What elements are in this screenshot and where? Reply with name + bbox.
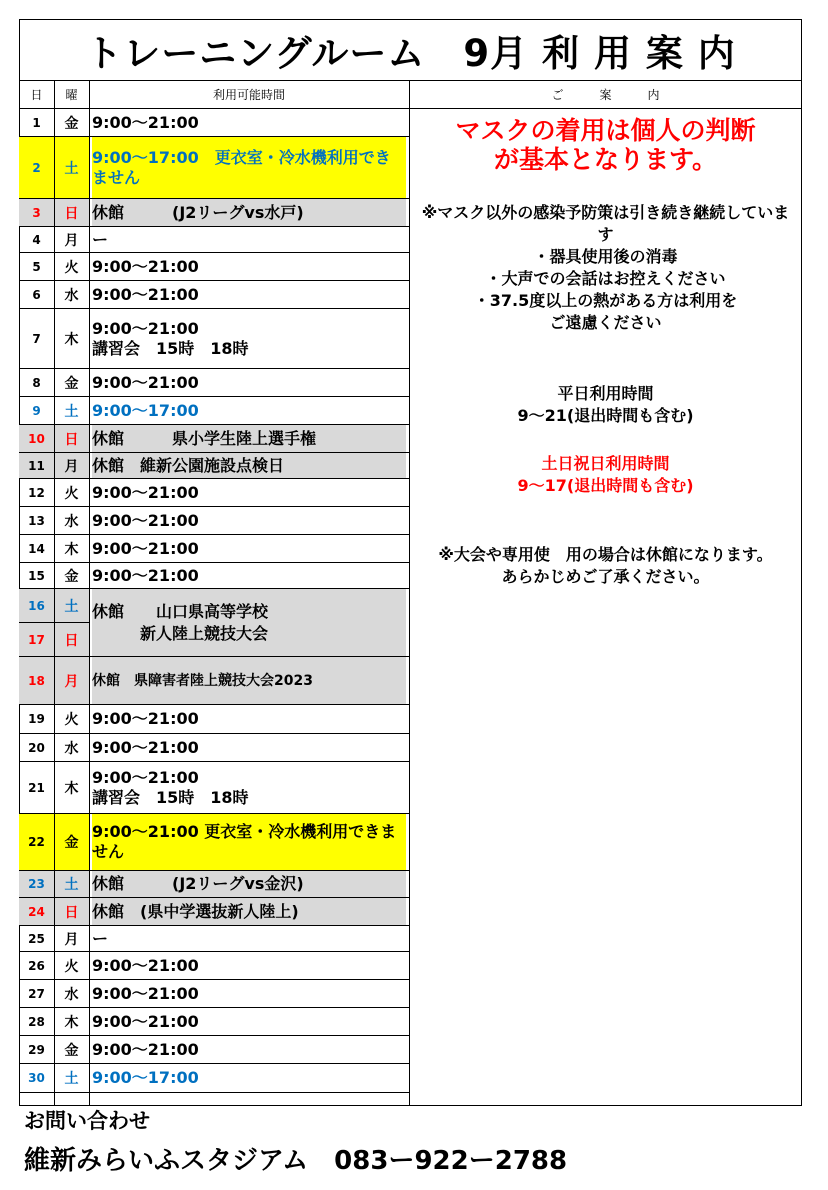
table-row bbox=[19, 926, 409, 952]
weekend-hours-title: 土日祝日利用時間 bbox=[541, 454, 670, 473]
page-title: トレーニングルーム 9月 利 用 案 内 bbox=[19, 19, 802, 81]
weekday-cell: 水 bbox=[64, 740, 79, 757]
day-cell: 16 bbox=[19, 589, 54, 623]
hours-cell: 9:00〜21:00 bbox=[92, 510, 199, 530]
hours-cell: 9:00〜21:00 bbox=[92, 737, 199, 757]
hours-cell: 9:00〜21:00 bbox=[92, 538, 199, 558]
hours-cell: 9:00〜21:00 bbox=[92, 1039, 199, 1059]
header-weekday: 曜 bbox=[54, 81, 89, 109]
hours-cell: 休館 維新公園施設点検日 bbox=[92, 453, 406, 478]
weekday-cell: 日 bbox=[54, 199, 89, 226]
hours-cell: 休館 県障害者陸上競技大会2023 bbox=[92, 657, 406, 704]
header-hours: 利用可能時間 bbox=[89, 81, 409, 109]
day-cell: 24 bbox=[19, 898, 54, 925]
day-cell: 27 bbox=[28, 986, 45, 1001]
weekday-cell: 火 bbox=[64, 712, 79, 728]
hours-cell: ー bbox=[92, 229, 109, 249]
day-cell: 23 bbox=[19, 871, 54, 897]
day-cell: 21 bbox=[28, 780, 45, 795]
weekday-cell: 土 bbox=[54, 871, 89, 897]
day-cell: 22 bbox=[19, 814, 54, 870]
table-row bbox=[19, 453, 409, 479]
weekday-cell: 木 bbox=[64, 780, 79, 797]
day-cell: 10 bbox=[19, 425, 54, 452]
weekday-cell: 金 bbox=[64, 375, 79, 392]
contact-label: お問い合わせ bbox=[24, 1109, 150, 1133]
hours-cell: 9:00〜21:00 講習会 15時 18時 bbox=[92, 767, 249, 807]
facility-contact: 維新みらいふスタジアム 083ー922ー2788 bbox=[24, 1146, 568, 1176]
day-cell: 4 bbox=[32, 232, 41, 247]
day-cell: 30 bbox=[28, 1071, 45, 1085]
day-cell: 29 bbox=[28, 1042, 45, 1057]
hours-cell: 9:00〜21:00 bbox=[92, 482, 199, 502]
weekday-cell: 金 bbox=[64, 1042, 79, 1059]
weekday-cell: 土 bbox=[54, 589, 89, 623]
day-cell: 5 bbox=[32, 259, 41, 274]
weekday-cell: 水 bbox=[64, 287, 79, 304]
hours-cell: 休館 (県中学選抜新人陸上) bbox=[92, 898, 406, 925]
day-cell: 18 bbox=[19, 657, 54, 704]
weekday-cell: 金 bbox=[64, 568, 79, 585]
hours-cell: 9:00〜17:00 bbox=[92, 400, 199, 420]
hours-cell: 9:00〜21:00 bbox=[92, 983, 199, 1003]
table-row bbox=[19, 952, 409, 980]
table-row bbox=[19, 1008, 409, 1036]
weekday-cell: 火 bbox=[64, 485, 79, 502]
day-cell: 12 bbox=[28, 485, 45, 500]
table-row bbox=[19, 397, 409, 425]
table-row bbox=[19, 563, 409, 589]
day-cell: 15 bbox=[28, 568, 45, 583]
table-row bbox=[19, 253, 409, 281]
table-row bbox=[19, 734, 409, 762]
table-row bbox=[19, 369, 409, 397]
table-row bbox=[19, 1064, 409, 1093]
table-row bbox=[19, 227, 409, 253]
hours-cell: 9:00〜17:00 bbox=[92, 1068, 199, 1087]
day-cell: 3 bbox=[19, 199, 54, 226]
table-row bbox=[19, 980, 409, 1008]
day-cell: 13 bbox=[28, 513, 45, 528]
header-guide: ご 案 内 bbox=[409, 81, 802, 109]
weekday-cell: 月 bbox=[54, 453, 89, 478]
weekday-cell: 月 bbox=[54, 657, 89, 704]
weekday-cell: 月 bbox=[64, 232, 79, 249]
hours-cell: 9:00〜21:00 更衣室・冷水機利用できません bbox=[92, 814, 406, 870]
hours-cell: 9:00〜21:00 bbox=[92, 1011, 199, 1031]
weekend-hours: 9〜17(退出時間も含む) bbox=[517, 476, 694, 495]
hours-cell: 休館 県小学生陸上選手権 bbox=[92, 425, 406, 452]
day-cell: 9 bbox=[32, 403, 41, 418]
hours-cell: 9:00〜21:00 bbox=[92, 955, 199, 975]
weekday-cell: 木 bbox=[64, 541, 79, 558]
day-cell: 19 bbox=[28, 712, 45, 726]
hours-cell: 9:00〜21:00 bbox=[92, 372, 199, 392]
weekday-cell: 日 bbox=[54, 623, 89, 656]
table-row bbox=[19, 1036, 409, 1064]
grid-line bbox=[89, 81, 90, 1106]
weekday-cell: 金 bbox=[54, 814, 89, 870]
table-row bbox=[19, 705, 409, 734]
closure-notice: ※大会や専用使 用の場合は休館になります。 あらかじめご了承ください。 bbox=[438, 545, 773, 586]
day-cell: 14 bbox=[28, 541, 45, 556]
table-row bbox=[19, 535, 409, 563]
header-day: 日 bbox=[19, 81, 54, 109]
grid-line bbox=[54, 81, 55, 1106]
table-row bbox=[19, 898, 409, 926]
day-cell: 11 bbox=[19, 453, 54, 478]
table-row bbox=[19, 137, 409, 199]
mask-notice: マスクの着用は個人の判断 が基本となります。 bbox=[455, 116, 756, 174]
hours-cell: 9:00〜21:00 bbox=[92, 284, 199, 304]
weekday-hours-title: 平日利用時間 bbox=[557, 384, 654, 403]
table-row bbox=[19, 281, 409, 309]
weekday-cell: 水 bbox=[64, 986, 79, 1003]
day-cell: 20 bbox=[28, 740, 45, 755]
table-row bbox=[19, 425, 409, 453]
day-cell: 26 bbox=[28, 958, 45, 973]
weekday-cell: 木 bbox=[64, 331, 79, 348]
weekday-cell: 火 bbox=[64, 259, 79, 276]
weekday-cell: 土 bbox=[64, 403, 79, 420]
weekday-cell: 月 bbox=[64, 931, 79, 948]
hours-cell: 9:00〜21:00 bbox=[92, 256, 199, 276]
table-row bbox=[19, 762, 409, 814]
day-cell: 1 bbox=[32, 115, 41, 130]
table-row bbox=[19, 871, 409, 898]
table-row bbox=[19, 199, 409, 227]
table-row bbox=[19, 507, 409, 535]
hours-cell: 9:00〜21:00 bbox=[92, 112, 199, 132]
weekday-cell: 日 bbox=[54, 425, 89, 452]
table-row bbox=[19, 814, 409, 871]
table-row bbox=[19, 109, 409, 137]
day-cell: 28 bbox=[28, 1014, 45, 1029]
day-cell: 7 bbox=[32, 331, 41, 346]
weekday-cell: 水 bbox=[64, 513, 79, 530]
weekday-cell: 土 bbox=[54, 137, 89, 198]
weekday-cell: 日 bbox=[54, 898, 89, 925]
hours-cell: 9:00〜21:00 講習会 15時 18時 bbox=[92, 318, 249, 358]
day-cell: 8 bbox=[32, 375, 41, 390]
hours-cell: 9:00〜21:00 bbox=[92, 709, 199, 728]
day-cell: 2 bbox=[19, 137, 54, 198]
weekday-cell: 土 bbox=[64, 1071, 79, 1087]
prevention-notice: ※マスク以外の感染予防策は引き続き継続しています ・器具使用後の消毒 ・大声での会話はお控えください ・37.5度以上の熱がある方は利用を ご遠慮ください bbox=[421, 203, 790, 332]
hours-cell: 休館 (J2リーグvs金沢) bbox=[92, 871, 406, 897]
merged-closure-16-17: 休館 山口県高等学校 新人陸上競技大会 bbox=[92, 602, 269, 643]
weekday-cell: 金 bbox=[64, 115, 79, 132]
table-row bbox=[19, 309, 409, 369]
day-cell: 25 bbox=[28, 931, 45, 946]
hours-cell: 休館 (J2リーグvs水戸) bbox=[92, 199, 406, 226]
table-row bbox=[19, 479, 409, 507]
hours-cell: 9:00〜21:00 bbox=[92, 565, 199, 585]
table-row bbox=[19, 657, 409, 705]
weekday-cell: 火 bbox=[64, 958, 79, 975]
day-cell: 17 bbox=[19, 623, 54, 656]
hours-cell: ー bbox=[92, 928, 109, 948]
hours-cell: 9:00〜17:00 更衣室・冷水機利用できません bbox=[92, 137, 406, 198]
weekday-hours: 9〜21(退出時間も含む) bbox=[517, 406, 694, 425]
weekday-cell: 木 bbox=[64, 1014, 79, 1031]
day-cell: 6 bbox=[32, 287, 41, 302]
